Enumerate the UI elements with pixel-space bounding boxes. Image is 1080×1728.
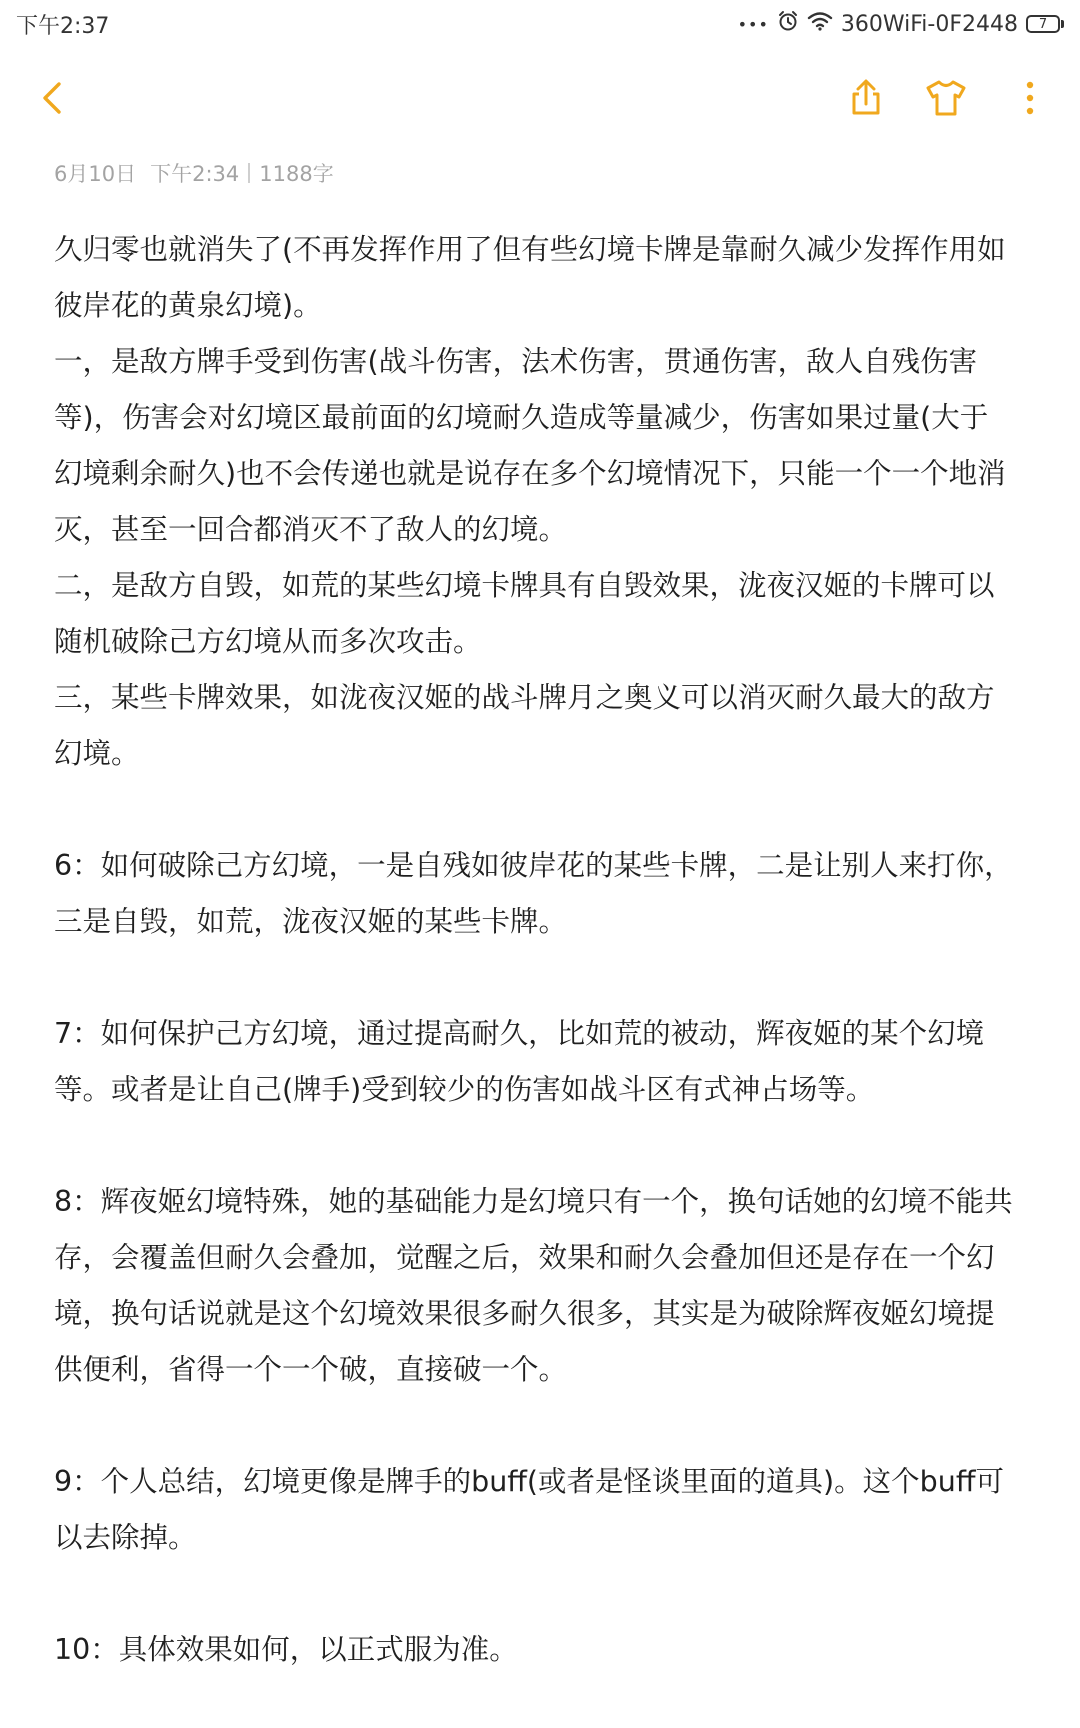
share-icon [846, 78, 886, 122]
note-toolbar [0, 64, 1080, 136]
more-options-button[interactable] [994, 64, 1066, 136]
blank-line [54, 1118, 1014, 1174]
note-paragraph: 8：辉夜姬幻境特殊，她的基础能力是幻境只有一个，换句话她的幻境不能共存，会覆盖但耐久会叠加，觉醒之后，效果和耐久会叠加但还是存在一个幻境，换句话说就是这个幻境效果很多耐久很多，其实是为破除辉夜姬幻境提供便利，省得一个一个破，直接破一个。 [54, 1185, 1013, 1386]
blank-line [54, 782, 1014, 838]
battery-level: 7 [1038, 16, 1048, 32]
blank-line [54, 1566, 1014, 1622]
wifi-icon [807, 11, 833, 37]
note-paragraph: 二，是敌方自毁，如荒的某些幻境卡牌具有自毁效果，泷夜汉姬的卡牌可以随机破除己方幻境从而多次攻击。 [54, 569, 995, 658]
note-paragraph: 9：个人总结，幻境更像是牌手的buff(或者是怪谈里面的道具)。这个buff可以去除掉。 [54, 1465, 1004, 1554]
more-vertical-icon [1024, 78, 1036, 122]
note-date: 6月10日 [54, 162, 137, 186]
chevron-left-icon [37, 78, 67, 122]
back-button[interactable] [16, 64, 88, 136]
alarm-icon [777, 10, 799, 38]
note-paragraph: 10：具体效果如何，以正式服为准。 [54, 1633, 518, 1666]
blank-line [54, 1398, 1014, 1454]
status-bar [0, 0, 1080, 48]
more-notifications-icon: ••• [737, 14, 769, 34]
note-paragraph: 6：如何破除己方幻境，一是自残如彼岸花的某些卡牌，二是让别人来打你，三是自毁，如荒，泷夜汉姬的某些卡牌。 [54, 849, 1013, 938]
share-button[interactable] [830, 64, 902, 136]
note-paragraph: 一，是敌方牌手受到伤害(战斗伤害，法术伤害，贯通伤害，敌人自残伤害等)，伤害会对幻境区最前面的幻境耐久造成等量减少，伤害如果过量(大于幻境剩余耐久)也不会传递也就是说存在多个幻境情况下，只能一个一个地消灭，甚至一回合都消灭不了敌人的幻境。 [54, 345, 1006, 546]
battery-icon [1026, 15, 1064, 33]
blank-line [54, 950, 1014, 1006]
note-paragraph: 三，某些卡牌效果，如泷夜汉姬的战斗牌月之奥义可以消灭耐久最大的敌方幻境。 [54, 681, 995, 770]
meta-divider [248, 163, 250, 183]
note-time: 下午2:34 [150, 162, 240, 186]
status-time: 下午2:37 [16, 13, 110, 39]
theme-button[interactable] [910, 64, 982, 136]
tshirt-icon [924, 78, 968, 122]
note-meta [54, 158, 334, 188]
note-body-viewport[interactable] [0, 216, 1080, 1728]
note-paragraph: 久归零也就消失了(不再发挥作用了但有些幻境卡牌是靠耐久减少发挥作用如彼岸花的黄泉幻境)。 [54, 233, 1006, 322]
word-count: 1188字 [259, 162, 334, 186]
note-paragraph: 7：如何保护己方幻境，通过提高耐久，比如荒的被动，辉夜姬的某个幻境等。或者是让自己(牌手)受到较少的伤害如战斗区有式神占场等。 [54, 1017, 985, 1106]
wifi-network-name: 360WiFi-0F2448 [840, 11, 1018, 37]
note-body[interactable] [54, 216, 1014, 1678]
status-icons [738, 10, 1064, 38]
